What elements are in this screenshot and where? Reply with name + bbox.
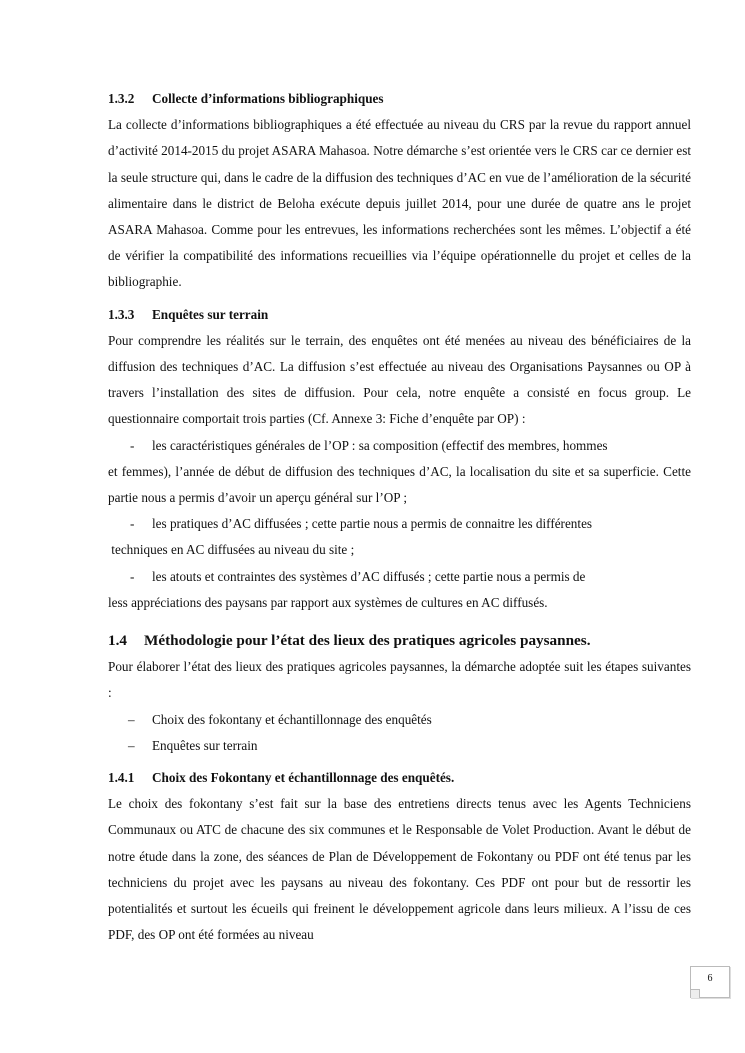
page-curl-icon <box>691 989 700 998</box>
bullet-mark: - <box>130 568 135 584</box>
heading-title: Choix des Fokontany et échantillonnage des enquêtés. <box>152 770 455 786</box>
heading-number: 1.4.1 <box>108 770 135 786</box>
paragraph-field-survey: Pour comprendre les réalités sur le terrain, des enquêtes ont été menées au niveau des bénéficiaires de la diffusion des techniques d’AC. La diffusion s’est effectuée au niveau des Organisations Paysannes ou OP à travers l’installation des sites de diffusion. Pour cela, notre enquête a consisté en focus group. Le questionnaire comportait trois parties (Cf. Annexe 3: Fiche d’enquête par OP) : <box>108 332 691 427</box>
bullet-continuation: less appréciations des paysans par rapport aux systèmes de cultures en AC diffusés. <box>108 594 548 610</box>
list-item-text: Enquêtes sur terrain <box>152 737 258 753</box>
paragraph-fokontany-choice: Le choix des fokontany s’est fait sur la base des entretiens directs tenus avec les Agents Techniciens Communaux ou ATC de chacune des six communes et le Responsable de Volet Production. Avant le début de notre étude dans la zone, des séances de Plan de Développement de Fokontany ou PDF ont été tenus par les techniciens du projet avec les paysans au niveau des fokontany. Ces PDF ont pour but de ressortir les potentialités et surtout les écueils qui freinent le développement agricole dans leurs milieux. A l’issu de ces PDF, des OP ont été formées au niveau <box>108 796 691 943</box>
heading-number: 1.3.3 <box>108 306 135 322</box>
bullet-item <box>108 433 691 459</box>
heading-title: Méthodologie pour l’état des lieux des pratiques agricoles paysannes. <box>144 632 591 650</box>
heading-1-4 <box>108 628 691 654</box>
page-number: 6 <box>707 973 713 984</box>
bullet-continuation: et femmes), l’année de début de diffusion des techniques d’AC, la localisation du site et sa superficie. Cette partie nous a permis d’avoir un aperçu général sur l’OP ; <box>108 463 691 506</box>
bullet-text: les caractéristiques générales de l’OP : sa composition (effectif des membres, hommes <box>152 437 608 453</box>
heading-1-3-2 <box>108 86 691 112</box>
heading-1-3-3 <box>108 302 691 328</box>
bullet-text: les pratiques d’AC diffusées ; cette partie nous a permis de connaitre les différentes <box>152 516 593 532</box>
page-content <box>108 86 691 949</box>
bullet-mark: - <box>130 437 135 453</box>
dash-mark: – <box>128 711 135 727</box>
bullet-continuation: techniques en AC diffusées au niveau du site ; <box>108 542 355 558</box>
bullet-text: les atouts et contraintes des systèmes d’AC diffusés ; cette partie nous a permis de <box>152 568 586 584</box>
paragraph-methodology: Pour élaborer l’état des lieux des pratiques agricoles paysannes, la démarche adoptée suit les étapes suivantes : <box>108 659 691 701</box>
heading-number: 1.4 <box>108 632 127 650</box>
bullet-item <box>108 564 691 590</box>
paragraph-bibliography: La collecte d’informations bibliographiques a été effectuée au niveau du CRS par la revue du rapport annuel d’activité 2014-2015 du projet ASARA Mahasoa. Notre démarche s’est orientée vers le CRS car ce dernier est la seule structure qui, dans le cadre de la diffusion des techniques d’AC en vue de l’amélioration de la sécurité alimentaire dans le district de Beloha exécute depuis juillet 2014, pour une durée de quatre ans le projet ASARA Mahasoa. Comme pour les entrevues, les informations recherchées sont les mêmes. L’objectif a été de vérifier la compatibilité des informations recueillies via l’équipe opérationnelle du projet et celles de la bibliographie. <box>108 117 691 290</box>
dash-mark: – <box>128 737 135 753</box>
heading-number: 1.3.2 <box>108 91 135 106</box>
list-item-text: Choix des fokontany et échantillonnage des enquêtés <box>152 711 432 727</box>
heading-title: Enquêtes sur terrain <box>152 306 269 322</box>
bullet-item <box>108 511 691 537</box>
page-number-box <box>690 966 730 998</box>
list-item <box>108 733 691 759</box>
heading-1-4-1 <box>108 765 691 791</box>
heading-title: Collecte d’informations bibliographiques <box>152 91 384 106</box>
bullet-mark: - <box>130 516 135 532</box>
list-item <box>108 707 691 733</box>
